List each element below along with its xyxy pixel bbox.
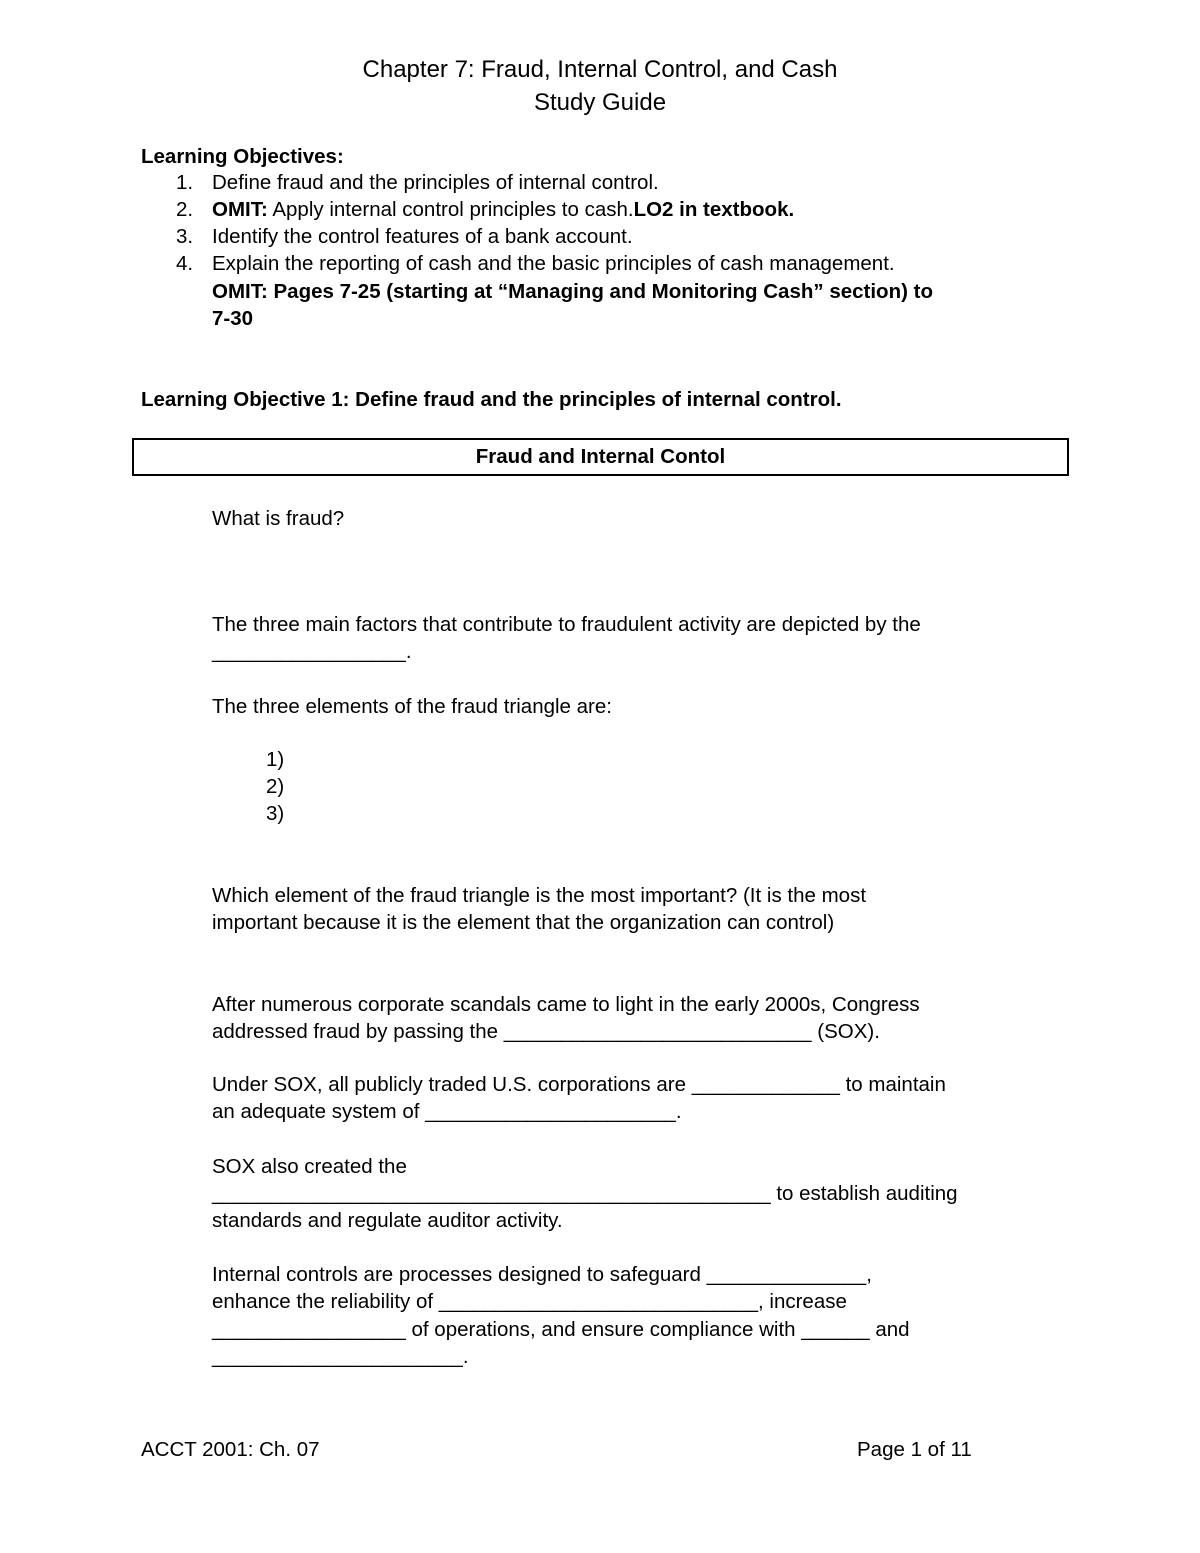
objective-item xyxy=(0,171,1200,197)
objective-tail: LO2 in textbook. xyxy=(633,198,795,221)
objectives-heading: Learning Objectives: xyxy=(141,145,344,168)
objective-number: 2. xyxy=(176,198,194,221)
sox-created-line-3: standards and regulate auditor activity. xyxy=(212,1209,563,1232)
objective-item xyxy=(0,225,1200,251)
objective-text xyxy=(212,198,794,222)
section-box-title: Fraud and Internal Contol xyxy=(132,438,1069,476)
under-sox-line-1: Under SOX, all publicly traded U.S. corporations are _____________ to maintain xyxy=(212,1073,946,1096)
internal-controls-line-2: enhance the reliability of ____________________________, increase xyxy=(212,1290,847,1313)
footer-page-number: Page 1 of 11 xyxy=(857,1438,972,1461)
objective-text: Identify the control features of a bank account. xyxy=(212,225,633,248)
objective-body: Apply internal control principles to cash. xyxy=(267,198,634,221)
important-line-1: Which element of the fraud triangle is the most important? (It is the most xyxy=(212,884,867,907)
omit-label: OMIT: xyxy=(212,198,268,221)
question-what-is-fraud: What is fraud? xyxy=(212,507,345,530)
objective-text: Explain the reporting of cash and the basic principles of cash management. xyxy=(212,252,895,275)
internal-controls-line-4: ______________________. xyxy=(212,1345,469,1368)
internal-controls-line-3: _________________ of operations, and ensure compliance with ______ and xyxy=(212,1318,910,1341)
sox-line-2: addressed fraud by passing the ___________________________ (SOX). xyxy=(212,1020,880,1043)
objective-number: 3. xyxy=(176,225,194,248)
factors-line-2: _________________. xyxy=(212,640,412,663)
important-line-2: important because it is the element that the organization can control) xyxy=(212,911,835,934)
under-sox-line-2: an adequate system of ______________________. xyxy=(212,1100,682,1123)
internal-controls-line-1: Internal controls are processes designed to safeguard ______________, xyxy=(212,1263,872,1286)
element-item-2: 2) xyxy=(266,775,285,798)
objective-item xyxy=(0,252,1200,278)
element-item-3: 3) xyxy=(266,802,285,825)
factors-line-1: The three main factors that contribute to fraudulent activity are depicted by the xyxy=(212,613,921,636)
objective-number: 4. xyxy=(176,252,194,275)
page-title: Chapter 7: Fraud, Internal Control, and Cash xyxy=(362,56,838,83)
footer-course: ACCT 2001: Ch. 07 xyxy=(141,1438,320,1461)
objective-item xyxy=(0,198,1200,224)
elements-intro: The three elements of the fraud triangle are: xyxy=(212,695,612,718)
omit-note-line-1: OMIT: Pages 7-25 (starting at “Managing and Monitoring Cash” section) to xyxy=(212,280,933,303)
sox-created-line-2: _________________________________________________ to establish auditing xyxy=(212,1182,958,1205)
omit-note-line-2: 7-30 xyxy=(212,307,254,330)
sox-line-1: After numerous corporate scandals came to light in the early 2000s, Congress xyxy=(212,993,920,1016)
objective-number: 1. xyxy=(176,171,194,194)
lo1-heading: Learning Objective 1: Define fraud and the principles of internal control. xyxy=(141,388,842,411)
page-subtitle: Study Guide xyxy=(533,89,667,116)
sox-created-line-1: SOX also created the xyxy=(212,1155,407,1178)
objective-text: Define fraud and the principles of internal control. xyxy=(212,171,659,194)
element-item-1: 1) xyxy=(266,748,285,771)
